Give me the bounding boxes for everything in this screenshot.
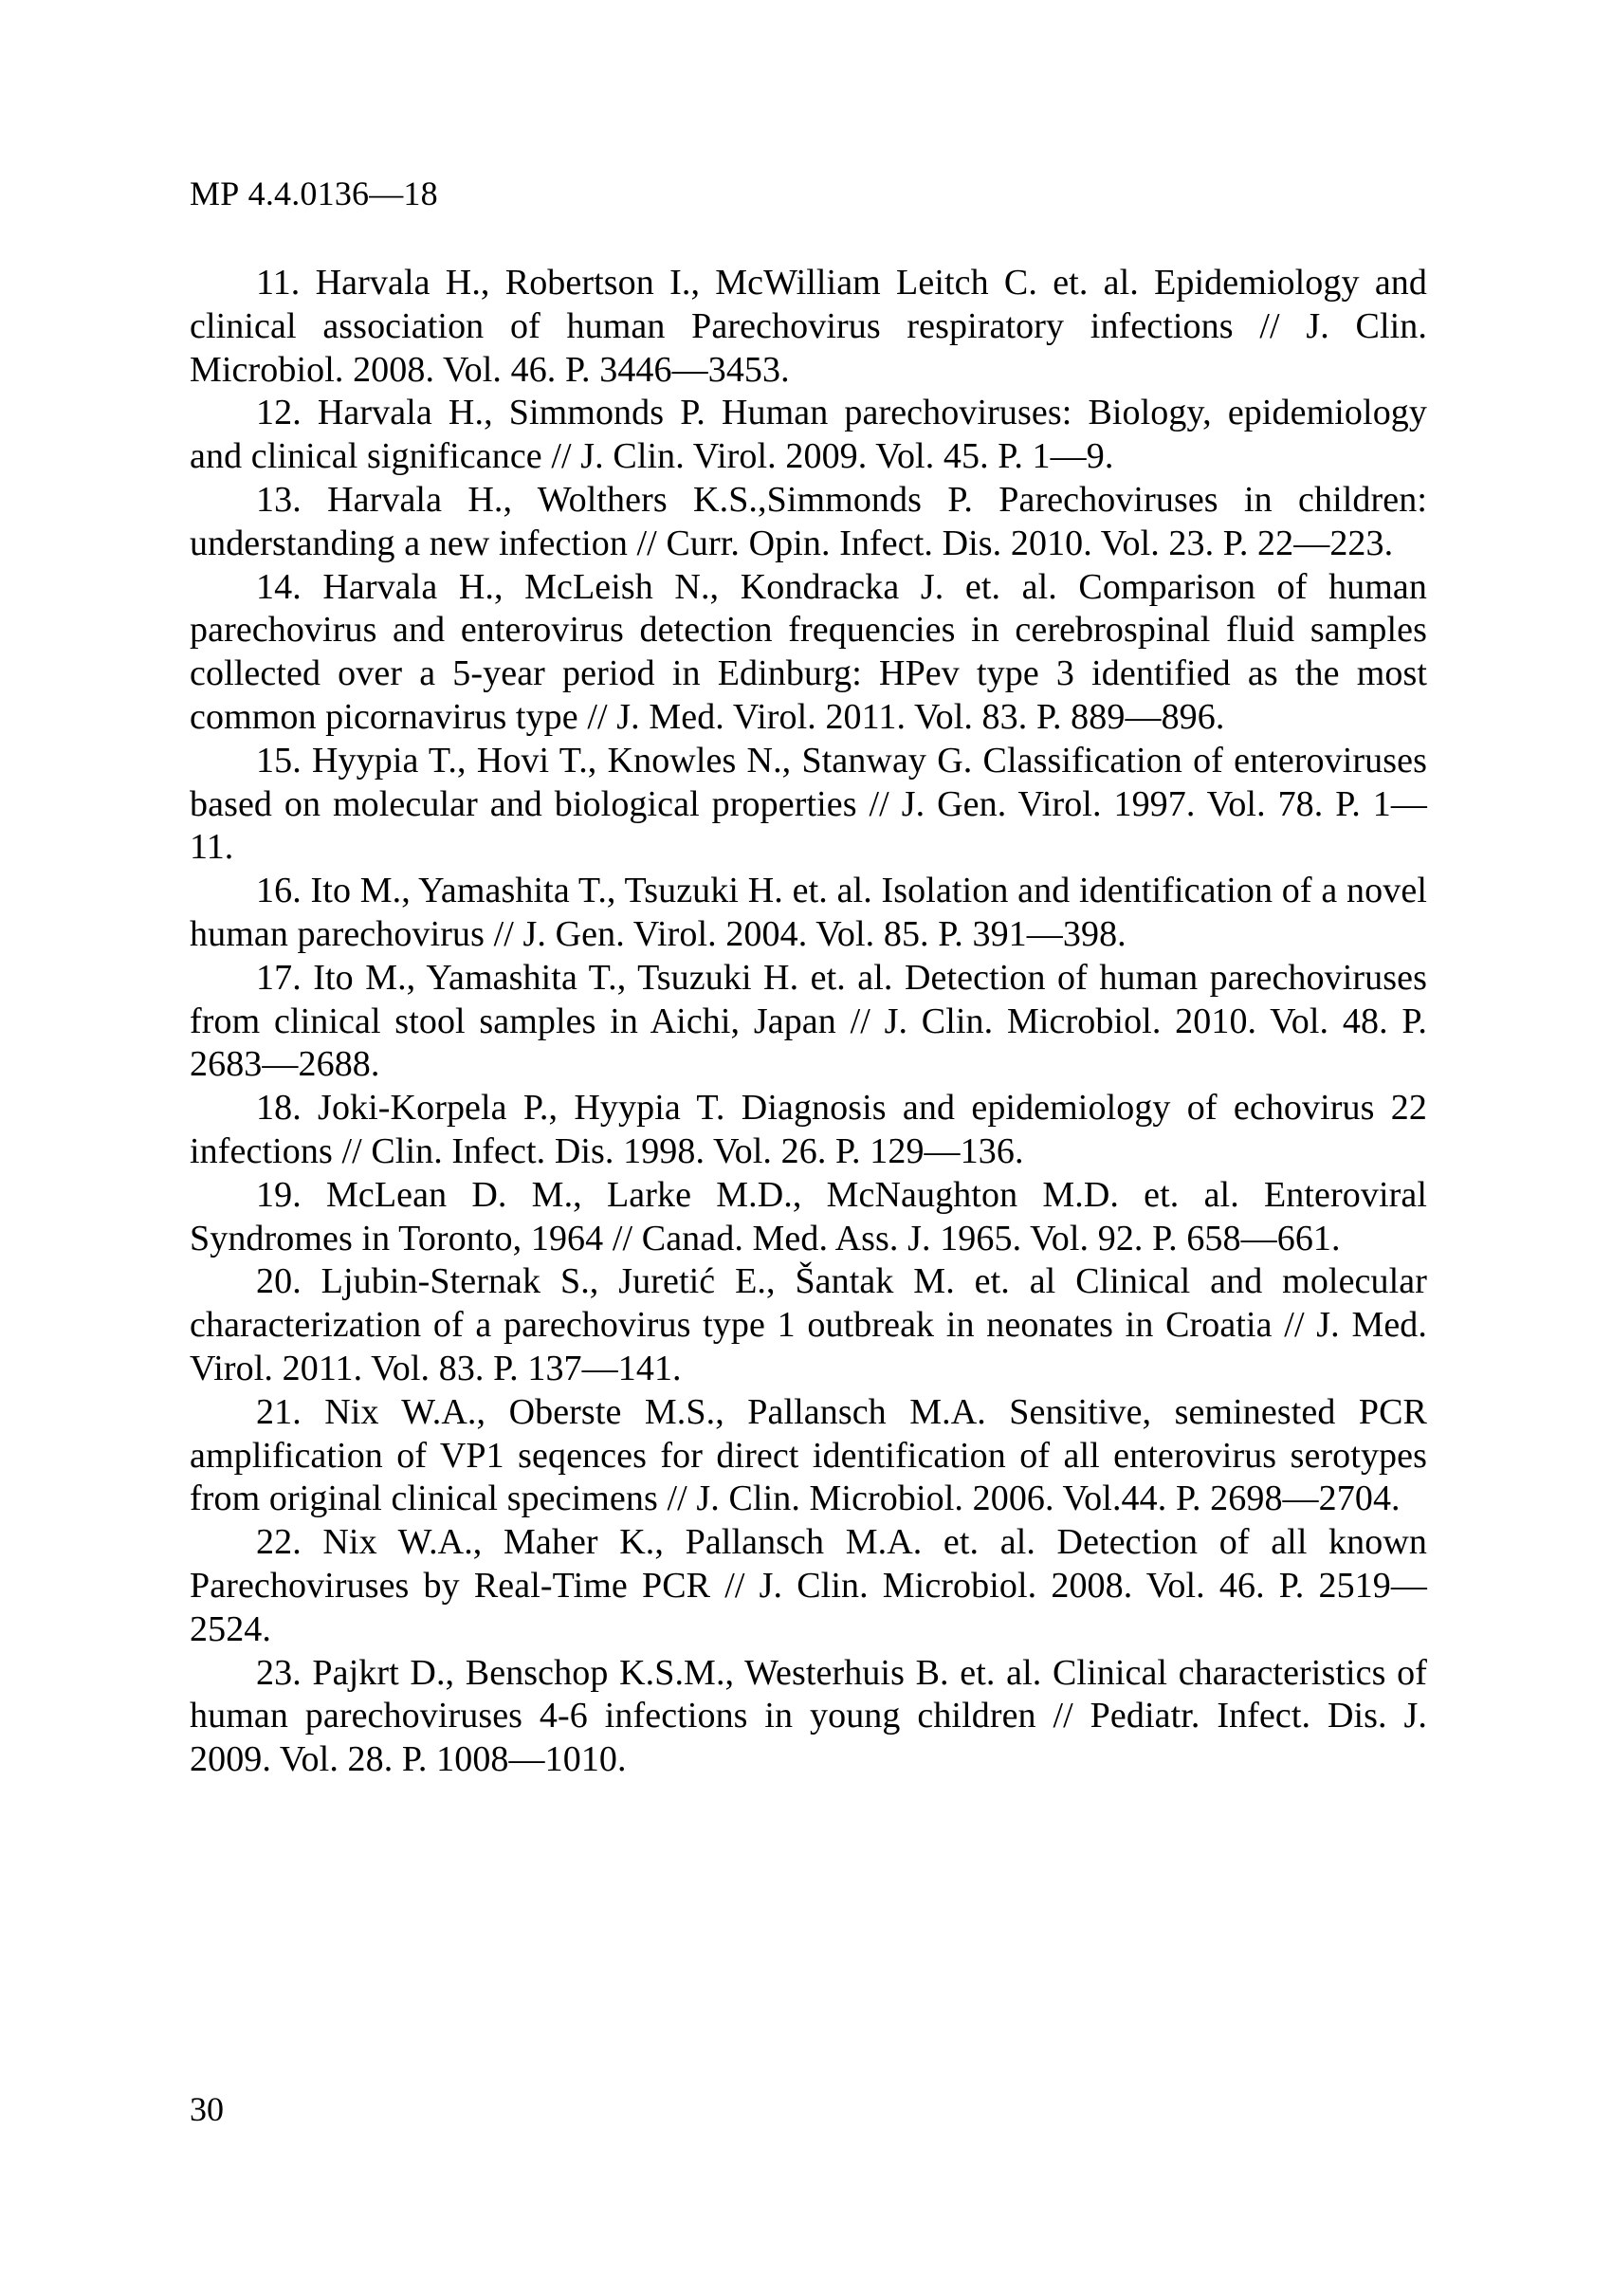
reference-item: 21. Nix W.A., Oberste M.S., Pallansch M.A. Sensitive, seminested PCR amplification of VP1 seqences for direct identification of all enterovirus serotypes from original clinical specimens // J. Clin. Microbiol. 2006. Vol.44. P. 2698—2704.: [190, 1391, 1427, 1519]
reference-item: 12. Harvala H., Simmonds P. Human parechoviruses: Biology, epidemiology and clinical significance // J. Clin. Virol. 2009. Vol. 45. P. 1—9.: [190, 393, 1427, 477]
reference-item: 17. Ito M., Yamashita T., Tsuzuki H. et. al. Detection of human parechoviruses from clinical stool samples in Aichi, Japan // J. Clin. Microbiol. 2010. Vol. 48. P. 2683—2688.: [190, 957, 1427, 1085]
reference-item: 20. Ljubin-Sternak S., Juretić E., Šantak M. et. al Clinical and molecular characterization of a parechovirus type 1 outbreak in neonates in Croatia // J. Med. Virol. 2011. Vol. 83. P. 137—141.: [190, 1261, 1427, 1388]
reference-item: 22. Nix W.A., Maher K., Pallansch M.A. et. al. Detection of all known Parechoviruses by Real-Time PCR // J. Clin. Microbiol. 2008. Vol. 46. P. 2519—2524.: [190, 1522, 1427, 1649]
document-code-header: МР 4.4.0136—18: [190, 174, 438, 212]
reference-item: 11. Harvala H., Robertson I., McWilliam Leitch C. et. al. Epidemiology and clinical association of human Parechovirus respiratory infections // J. Clin. Microbiol. 2008. Vol. 46. P. 3446—3453.: [190, 263, 1427, 390]
reference-list: [190, 262, 1427, 1782]
reference-item: 14. Harvala H., McLeish N., Kondracka J. et. al. Comparison of human parechovirus and enterovirus detection frequencies in cerebrospinal fluid samples collected over a 5-year period in Edinburg: HPev type 3 identified as the most common picornavirus type // J. Med. Virol. 2011. Vol. 83. P. 889—896.: [190, 566, 1427, 737]
page-number: 30: [190, 2090, 224, 2128]
reference-item: 23. Pajkrt D., Benschop K.S.M., Westerhuis B. et. al. Clinical characteristics of human parechoviruses 4-6 infections in young children // Pediatr. Infect. Dis. J. 2009. Vol. 28. P. 1008—1010.: [190, 1652, 1427, 1780]
reference-item: 13. Harvala H., Wolthers K.S.,Simmonds P. Parechoviruses in children: understanding a new infection // Curr. Opin. Infect. Dis. 2010. Vol. 23. P. 22—223.: [190, 479, 1427, 563]
reference-item: 15. Hyypia T., Hovi T., Knowles N., Stanway G. Classification of enteroviruses based on molecular and biological properties // J. Gen. Virol. 1997. Vol. 78. P. 1—11.: [190, 740, 1427, 868]
reference-item: 18. Joki-Korpela P., Hyypia T. Diagnosis and epidemiology of echovirus 22 infections // Clin. Infect. Dis. 1998. Vol. 26. P. 129—136.: [190, 1088, 1427, 1171]
reference-item: 19. McLean D. M., Larke M.D., McNaughton M.D. et. al. Enteroviral Syndromes in Toronto, 1964 // Canad. Med. Ass. J. 1965. Vol. 92. P. 658—661.: [190, 1174, 1427, 1258]
reference-item: 16. Ito M., Yamashita T., Tsuzuki H. et. al. Isolation and identification of a novel human parechovirus // J. Gen. Virol. 2004. Vol. 85. P. 391—398.: [190, 871, 1427, 954]
